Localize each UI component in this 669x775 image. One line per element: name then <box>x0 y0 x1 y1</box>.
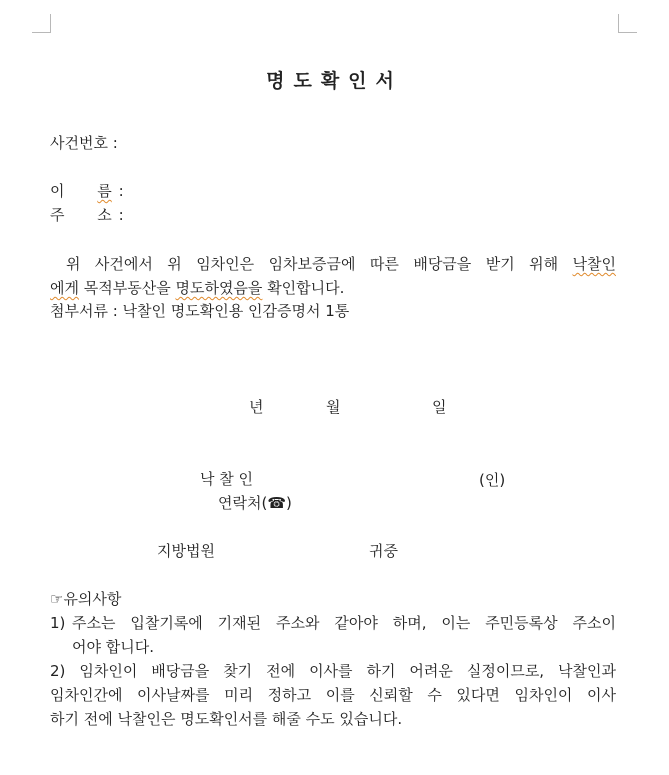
body-text: 목적부동산을 <box>78 279 176 297</box>
note-1-number: 1) <box>50 614 66 632</box>
case-number-label: 사건번호 : <box>50 134 118 152</box>
body-text-underlined: 명도하였음을 <box>175 279 263 297</box>
body-line-2 <box>50 279 344 297</box>
margin-corner-mark <box>32 14 51 33</box>
address-label <box>50 206 124 224</box>
court-name: 지방법원 <box>157 542 215 560</box>
body-text-underlined: 낙찰인 <box>572 255 616 273</box>
seal-label: (인) <box>479 471 506 489</box>
date-month-label: 월 <box>326 398 341 416</box>
name-label-colon: : <box>118 182 124 200</box>
name-label-char1: 이 <box>50 182 65 200</box>
note-1-line-2: 어야 합니다. <box>72 638 154 656</box>
margin-corner-mark <box>618 14 637 33</box>
note-1-line-1: 주소는 입찰기록에 기재된 주소와 같아야 하며, 이는 주민등록상 주소이 <box>72 614 616 632</box>
body-line-1 <box>50 255 616 273</box>
address-label-char1: 주 <box>50 206 65 224</box>
address-label-char2: 소 <box>97 206 112 224</box>
body-text: 위 사건에서 위 임차인은 임차보증금에 따른 배당금을 받기 위해 <box>66 255 559 273</box>
document-title: 명도확인서 <box>266 70 403 92</box>
name-label-char2: 름 <box>97 182 112 200</box>
date-year-label: 년 <box>249 398 264 416</box>
body-text: 확인합니다. <box>262 279 345 297</box>
note-2-line-1: 2) 임차인이 배당금을 찾기 전에 이사를 하기 어려운 실정이므로, 낙찰인과 <box>50 662 616 680</box>
contact-label: 연락처(☎) <box>218 494 292 512</box>
note-2-line-3: 하기 전에 낙찰인은 명도확인서를 해줄 수도 있습니다. <box>50 710 403 728</box>
buyer-label: 낙 찰 인 <box>200 470 254 488</box>
court-recipient: 귀중 <box>369 542 398 560</box>
name-label <box>50 182 124 200</box>
body-text-underlined: 에게 <box>50 279 79 297</box>
date-day-label: 일 <box>432 398 447 416</box>
address-label-colon: : <box>118 206 124 224</box>
notes-heading: ☞유의사항 <box>50 590 122 608</box>
note-2-line-2: 임차인간에 이사날짜를 미리 정하고 이를 신뢰할 수 있다면 임차인이 이사 <box>50 686 616 704</box>
attachment-line: 첨부서류 : 낙찰인 명도확인용 인감증명서 1통 <box>50 302 350 320</box>
